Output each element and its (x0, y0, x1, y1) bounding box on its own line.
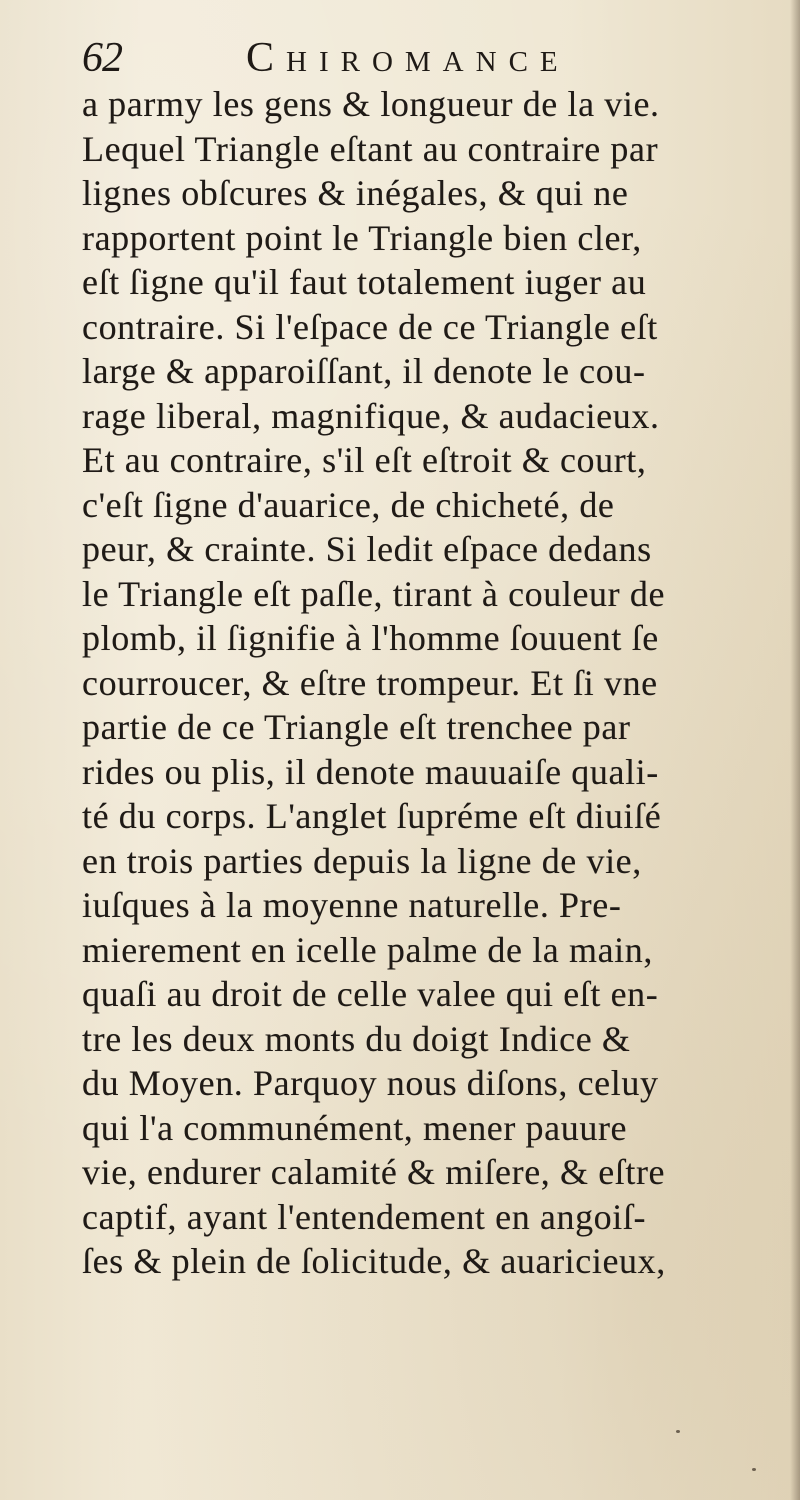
body-text (82, 82, 762, 1284)
text-line: qui l'a communément, mener pauure (82, 1107, 628, 1148)
text-line: captif, ayant l'entendement en angoiſ- (82, 1196, 647, 1237)
ink-speck (752, 1468, 756, 1471)
text-line: le Triangle eſt paſle, tirant à couleur de (82, 573, 666, 614)
text-line: eſt ſigne qu'il faut totalement iuger au (82, 262, 647, 302)
text-line: contraire. Si l'eſpace de ce Triangle eſt (82, 306, 658, 347)
ink-speck (676, 1430, 680, 1433)
text-line: té du corps. L'anglet ſupréme eſt diuiſé (82, 796, 662, 836)
text-line: mierement en icelle palme de la main, (82, 929, 653, 970)
page-header (82, 30, 722, 86)
text-line: plomb, il ſignifie à l'homme ſouuent ſe (82, 618, 659, 658)
page-edge-shadow (790, 0, 800, 1500)
page-number: 62 (82, 35, 122, 81)
text-line: Et au contraire, s'il eſt eſtroit & court, (82, 440, 647, 480)
text-line: vie, endurer calamité & miſere, & eſtre (82, 1152, 666, 1192)
text-line: quaſi au droit de celle valee qui eſt en- (82, 974, 659, 1014)
text-line: a parmy les gens & longueur de la vie. (82, 84, 660, 124)
text-line: en trois parties depuis la ligne de vie, (82, 840, 642, 881)
text-line: ſes & plein de ſolicitude, & auaricieux, (82, 1241, 666, 1281)
text-line: rides ou plis, il denote mauuaiſe quali- (82, 751, 659, 792)
text-line: lignes obſcures & inégales, & qui ne (82, 173, 629, 213)
text-line: partie de ce Triangle eſt trenchee par (82, 707, 631, 747)
running-head: Chiromance (246, 35, 570, 81)
text-line: rapportent point le Triangle bien cler, (82, 217, 642, 258)
text-line: rage liberal, magnifique, & audacieux. (82, 395, 660, 436)
text-line: c'eſt ſigne d'auarice, de chicheté, de (82, 484, 615, 525)
text-line: du Moyen. Parquoy nous diſons, celuy (82, 1063, 659, 1103)
text-line: large & apparoiſſant, il denote le cou- (82, 351, 646, 391)
text-line: courroucer, & eſtre trompeur. Et ſi vne (82, 662, 658, 703)
text-line: iuſques à la moyenne naturelle. Pre- (82, 885, 622, 925)
text-line: tre les deux monts du doigt Indice & (82, 1018, 631, 1059)
text-line: peur, & crainte. Si ledit eſpace dedans (82, 529, 652, 569)
text-line: Lequel Triangle eſtant au contraire par (82, 128, 659, 169)
